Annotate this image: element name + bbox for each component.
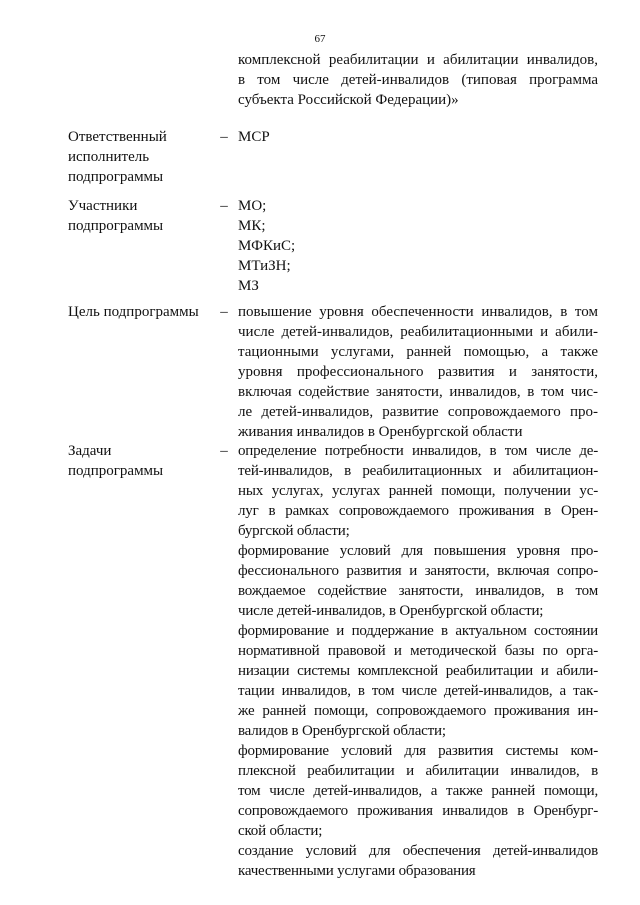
value-line: тации инвалидов, в том числе детей-инвалидов, а так- [238, 683, 598, 699]
value-line: уровня профессионального развития и занятости, [238, 364, 598, 380]
label-line: Участники [68, 198, 138, 214]
program-title-text [238, 50, 598, 110]
label-line: подпрограммы [68, 218, 164, 234]
label-line: подпрограммы [68, 463, 164, 479]
value-line: фессионального развития и занятости, включая сопро- [238, 563, 598, 579]
value-line: валидов в Оренбургской области; [238, 723, 446, 739]
value-line: МФКиС; [238, 238, 296, 254]
value-line: тей-инвалидов, в реабилитационных и абилитацион- [238, 463, 598, 479]
label-line: Задачи [68, 443, 112, 459]
row-value [238, 196, 598, 296]
row-label [68, 196, 213, 236]
value-line: нормативной правовой и методической базы по орга- [238, 643, 598, 659]
row-value [238, 127, 598, 147]
value-line: МО; [238, 198, 267, 214]
value-line: включая содействие занятости, инвалидов, в том чис- [238, 384, 598, 400]
label-line: подпрограммы [68, 169, 164, 185]
value-line: том числе детей-инвалидов, а также ранней помощи, [238, 783, 598, 799]
dash-separator: – [220, 443, 228, 459]
text-line: в том числе детей-инвалидов (типовая программа [238, 72, 598, 88]
row-label [68, 127, 213, 187]
row-value [238, 302, 598, 442]
value-line: тационными услугами, ранней помощью, а также [238, 344, 598, 360]
value-line: МСР [238, 129, 270, 145]
value-line: живания инвалидов в Оренбургской области [238, 424, 523, 440]
value-line: сопровождаемого проживания инвалидов в Оренбург- [238, 803, 598, 819]
value-line: бургской области; [238, 523, 350, 539]
dash-separator: – [220, 129, 228, 145]
value-line: низации системы комплексной реабилитации и абили- [238, 663, 598, 679]
value-line: вождаемое содействие занятости, инвалидов, в том [238, 583, 598, 599]
value-line: качественными услугами образования [238, 863, 476, 879]
value-line: МК; [238, 218, 266, 234]
label-line: Ответственный [68, 129, 167, 145]
value-line: МТиЗН; [238, 258, 291, 274]
value-line: формирование условий для развития системы ком- [238, 743, 598, 759]
label-line: исполнитель [68, 149, 150, 165]
row-label [68, 302, 213, 322]
value-line: числе детей-инвалидов, реабилитационными и абили- [238, 324, 598, 340]
value-line: создание условий для обеспечения детей-инвалидов [238, 843, 598, 859]
text-line: субъекта Российской Федерации)» [238, 92, 459, 108]
dash-separator: – [220, 304, 228, 320]
value-line: МЗ [238, 278, 259, 294]
value-line: определение потребности инвалидов, в том числе де- [238, 443, 598, 459]
text-line: комплексной реабилитации и абилитации инвалидов, [238, 52, 598, 68]
value-line: плексной реабилитации и абилитации инвалидов, в [238, 763, 598, 779]
value-line: ных услугах, услугах ранней помощи, получении ус- [238, 483, 598, 499]
value-line: же ранней помощи, сопровождаемого проживания ин- [238, 703, 598, 719]
row-value [238, 441, 598, 881]
label-line: Цель подпрограммы [68, 304, 199, 320]
value-line: числе детей-инвалидов, в Оренбургской области; [238, 603, 544, 619]
dash-separator: – [220, 198, 228, 214]
value-line: формирование и поддержание в актуальном состоянии [238, 623, 598, 639]
value-line: повышение уровня обеспеченности инвалидов, в том [238, 304, 598, 320]
value-line: ской области; [238, 823, 323, 839]
value-line: ле детей-инвалидов, развитие сопровождаемого про- [238, 404, 598, 420]
value-line: луг в рамках сопровождаемого проживания в Орен- [238, 503, 598, 519]
page-number: 67 [314, 33, 326, 45]
value-line: формирование условий для повышения уровня про- [238, 543, 598, 559]
row-label [68, 441, 213, 481]
